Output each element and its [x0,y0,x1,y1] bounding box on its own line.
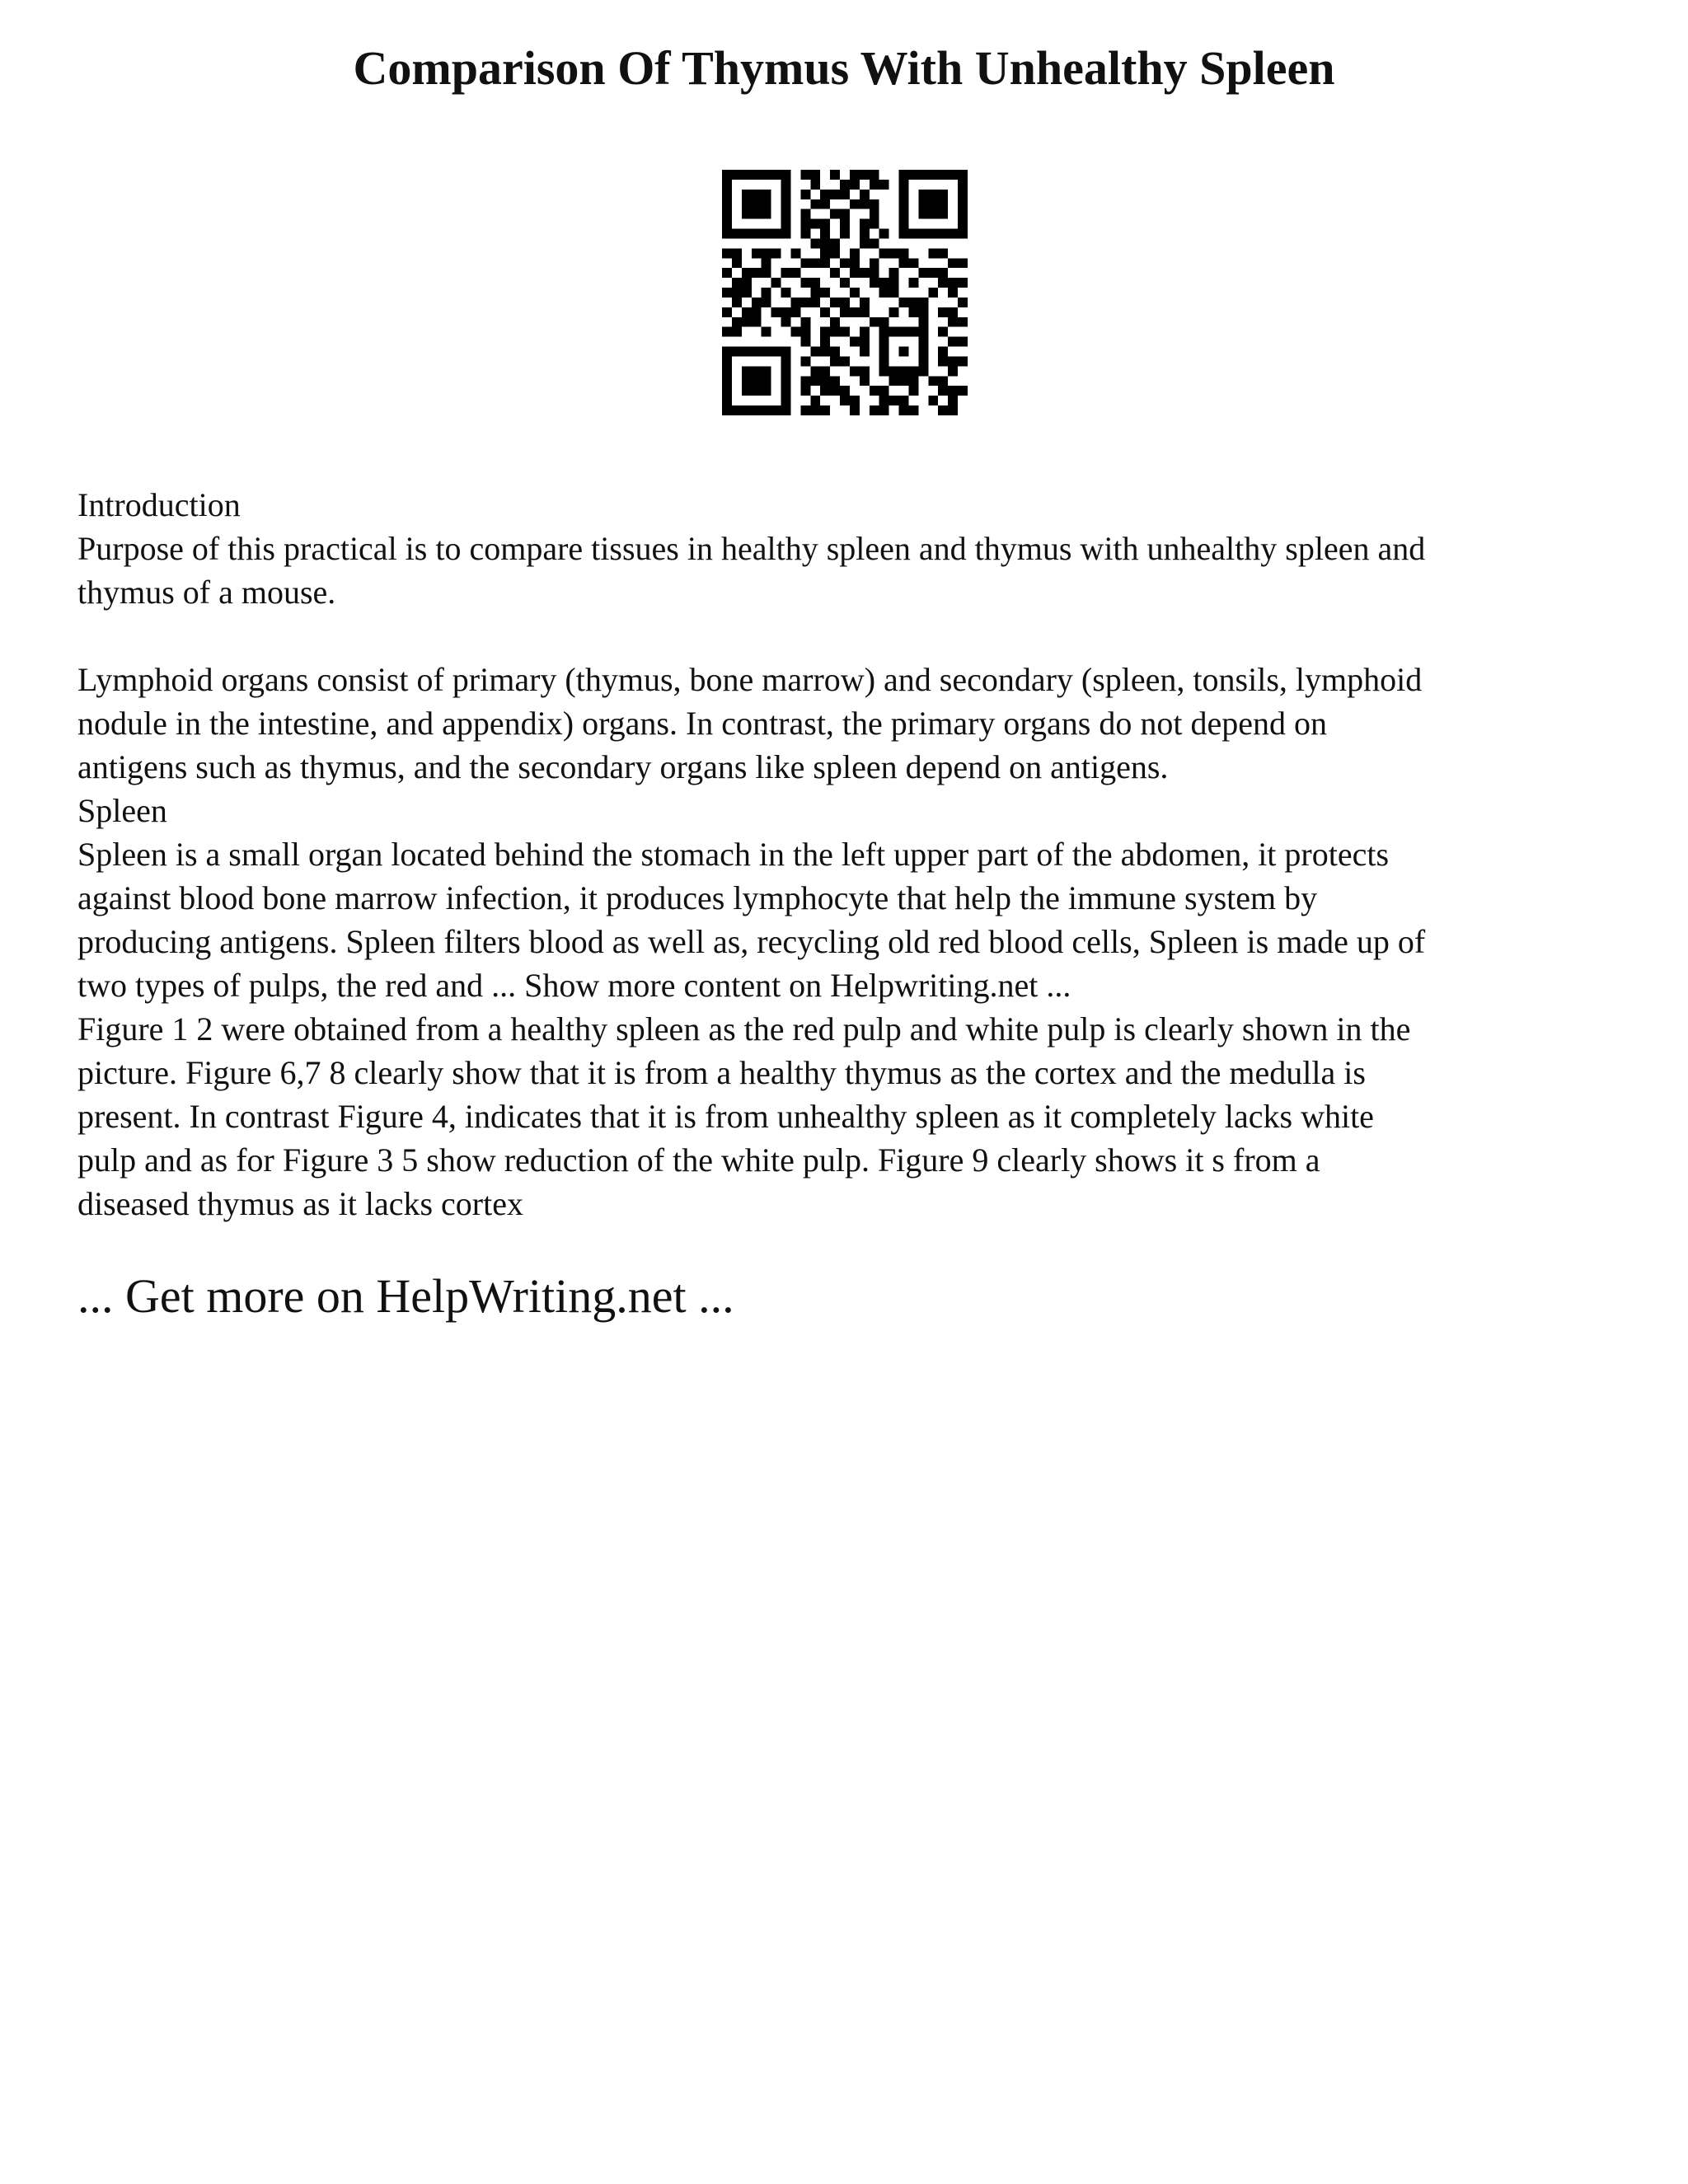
document-title: Comparison Of Thymus With Unhealthy Spleen [353,41,1335,95]
paragraph-line: nodule in the intestine, and appendix) organs. In contrast, the primary organs do not depend on [77,705,1327,742]
paragraph-line: Lymphoid organs consist of primary (thymus, bone marrow) and secondary (spleen, tonsils, lymphoid [77,661,1423,698]
qr-code-graphic [722,170,968,415]
section-heading-spleen: Spleen [77,792,167,829]
paragraph-line: thymus of a mouse. [77,574,336,611]
paragraph-line: present. In contrast Figure 4, indicates that it is from unhealthy spleen as it completely lacks white [77,1098,1374,1135]
paragraph-spacer [77,614,1619,658]
paragraph-line: against blood bone marrow infection, it produces lymphocyte that help the immune system by [77,879,1318,916]
show-more-line: two types of pulps, the red and ... Show more content on Helpwriting.net ... [77,967,1071,1004]
qr-code-icon [722,170,968,415]
paragraph-line: producing antigens. Spleen filters blood as well as, recycling old red blood cells, Spleen is made up of [77,923,1426,960]
paragraph-line: Purpose of this practical is to compare tissues in healthy spleen and thymus with unhealthy spleen and [77,530,1426,567]
paragraph-line: picture. Figure 6,7 8 clearly show that it is from a healthy thymus as the cortex and the medulla is [77,1054,1366,1091]
section-heading-introduction: Introduction [77,486,241,523]
paragraph-line: pulp and as for Figure 3 5 show reduction of the white pulp. Figure 9 clearly shows it s from a [77,1141,1320,1179]
paragraph-line: Figure 1 2 were obtained from a healthy spleen as the red pulp and white pulp is clearly shown in the [77,1010,1411,1047]
document-body [77,483,1619,1226]
paragraph-line: diseased thymus as it lacks cortex [77,1185,523,1222]
paragraph-line: Spleen is a small organ located behind the stomach in the left upper part of the abdomen, it protects [77,836,1390,873]
get-more-link[interactable]: ... Get more on HelpWriting.net ... [77,1269,734,1323]
paragraph-line: antigens such as thymus, and the secondary organs like spleen depend on antigens. [77,748,1169,785]
